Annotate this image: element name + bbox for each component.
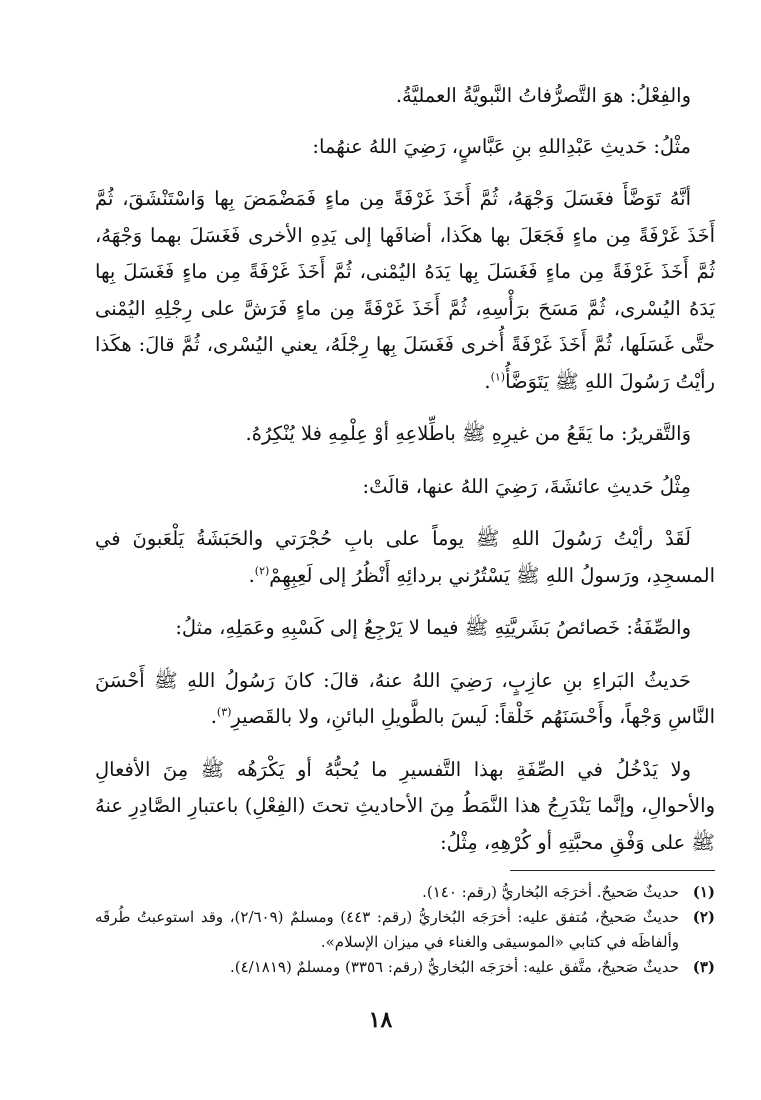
- paragraph-text: مثْلُ: حَديثِ عَبْدِاللهِ بنِ عَبَّاسٍ، رَضِيَ اللهُ عنهُما:: [312, 134, 691, 158]
- footnote-text: حديثٌ صَحيحٌ. أخرَجَه البُخاريُّ (رقم: ١٤٠).: [422, 883, 679, 901]
- footnote-ref-2[interactable]: (٢): [254, 564, 270, 577]
- paragraph-text: وَالتَّقريرُ: ما يَقَعُ من غيرِهِ ﷺ باطِّلاعِهِ أوْ عِلْمِهِ فلا يُنْكِرُهُ.: [245, 422, 691, 445]
- footnote-ref-3[interactable]: (٣): [216, 705, 232, 719]
- footnotes: [95, 880, 715, 980]
- footnote-1: [95, 880, 715, 905]
- paragraph-fiil-definition: [95, 78, 715, 115]
- footnote-number: (١): [692, 883, 715, 901]
- hadith-text: أنَّهُ تَوَضَّأَ فغَسَلَ وَجْهَهُ، ثُمَّ أَخَذَ غَرْفَةً مِن ماءٍ فَمَضْمَضَ بِها وَاسْتَنْشَقَ، ثُمَّ أَخَذَ غَرْفَةً مِن ماءٍ فَجَعَلَ بها هكَذا، أضافَها إلى يَدِهِ الأخرى فَغَسَلَ بهما وَجْهَهُ، ثُمَّ أَخَذَ غَرْفَةً مِن ماءٍ فَغَسَلَ بِها يَدَهُ اليُمْنى، ثُمَّ أَخَذَ غَرْفَةً مِن ماءٍ فَغَسَلَ بِها يَدَهُ اليُسْرى، ثُمَّ مَسَحَ برَأْسِهِ، ثُمَّ أَخَذَ غَرْفَةً مِن ماءٍ فَرَشَّ على رِجْلِهِ اليُمْنى حتَّى غَسَلَها، ثُمَّ أَخَذَ غَرْفَةً أُخرى فَغَسَلَ بِها رِجْلَهُ، يعني اليُسْرى، ثُمَّ قالَ: هكَذا رأيْتُ رَسُولَ اللهِ ﷺ يَتَوَضَّأُ: [95, 187, 715, 393]
- punctuation: .: [210, 705, 217, 728]
- footnote-number: (٣): [692, 958, 715, 976]
- paragraph-example-aisha: [95, 469, 715, 506]
- punctuation: .: [248, 563, 255, 587]
- footnote-2: [95, 905, 715, 955]
- hadith-wudu: [95, 181, 715, 400]
- paragraph-sifa-scope: [95, 752, 715, 862]
- paragraph-text: والفِعْلُ: هوَ التَّصرُّفاتُ النَّبويَّةُ العمليَّةُ.: [395, 84, 691, 107]
- paragraph-sifa-definition: [95, 610, 715, 647]
- hadith-text: لَقَدْ رأيْتُ رَسُولَ اللهِ ﷺ يوماً على بابِ حُجْرَتي والحَبَشَةُ يَلْعَبونَ في المسجِدِ، ورَسولُ اللهِ ﷺ يَسْتُرُني بردائِهِ أَنْظُرُ إلى لَعِبِهِمْ: [95, 527, 715, 587]
- page-body: [95, 78, 715, 877]
- paragraph-text: مِثْلُ حَديثِ عائشَةَ، رَضِيَ اللهُ عنها، قالَتْ:: [362, 474, 691, 498]
- punctuation: .: [484, 369, 491, 393]
- footnote-3: [95, 955, 715, 980]
- paragraph-taqrir-definition: [95, 416, 715, 453]
- hadith-text: حَديثُ البَراءِ بنِ عازِبٍ، رَضِيَ اللهُ عنهُ، قالَ: كانَ رَسُولُ اللهِ ﷺ أَحْسَنَ النَّاسِ وَجْهاً، وأَحْسَنَهُم خَلْقاً: لَيسَ بالطَّويلِ البائنِ، ولا بالقَصيرِ: [95, 668, 715, 728]
- paragraph-text: والصِّفَةُ: خَصائصُ بَشَريَّتِهِ ﷺ فيما لا يَرْجِعُ إلى كَسْبِهِ وعَمَلِهِ، مثلُ:: [175, 616, 691, 639]
- hadith-bara: [95, 663, 715, 736]
- paragraph-text: ولا يَدْخُلُ في الصِّفَةِ بهذا التَّفسيرِ ما يُحبُّهُ أو يَكْرَهُه ﷺ مِنَ الأفعالِ والأحوالِ، وإنَّما يَنْدَرِجُ هذا النَّمَطُ مِنَ الأحاديثِ تحتَ (الفِعْلِ) باعتبارِ الصَّادِرِ عنهُ ﷺ على وَفْقِ محبَّتِهِ أو كُرْهِهِ، مِثْلُ:: [95, 757, 715, 854]
- footnote-ref-1[interactable]: (١): [490, 370, 506, 383]
- footnote-divider: [510, 870, 715, 871]
- footnote-text: حديثٌ صَحيحٌ، مُتفق عليه: أخرَجَه البُخاريُّ (رقم: ٤٤٣) ومسلمٌ (٢/٦٠٩)، وقد استوعبتُ طُرقَه وألفاظَه في كتابي «الموسيقى والغناء في ميزان الإسلام».: [95, 908, 679, 951]
- hadith-abyssinians: [95, 521, 715, 594]
- footnote-text: حديثٌ صَحيحٌ، متَّفق عليه: أخرَجَه البُخاريُّ (رقم: ٣٣٥٦) ومسلمٌ (٤/١٨١٩).: [230, 958, 679, 976]
- paragraph-example-ibn-abbas: [95, 129, 715, 166]
- footnote-number: (٢): [692, 908, 715, 926]
- page-number: ١٨: [368, 1007, 393, 1033]
